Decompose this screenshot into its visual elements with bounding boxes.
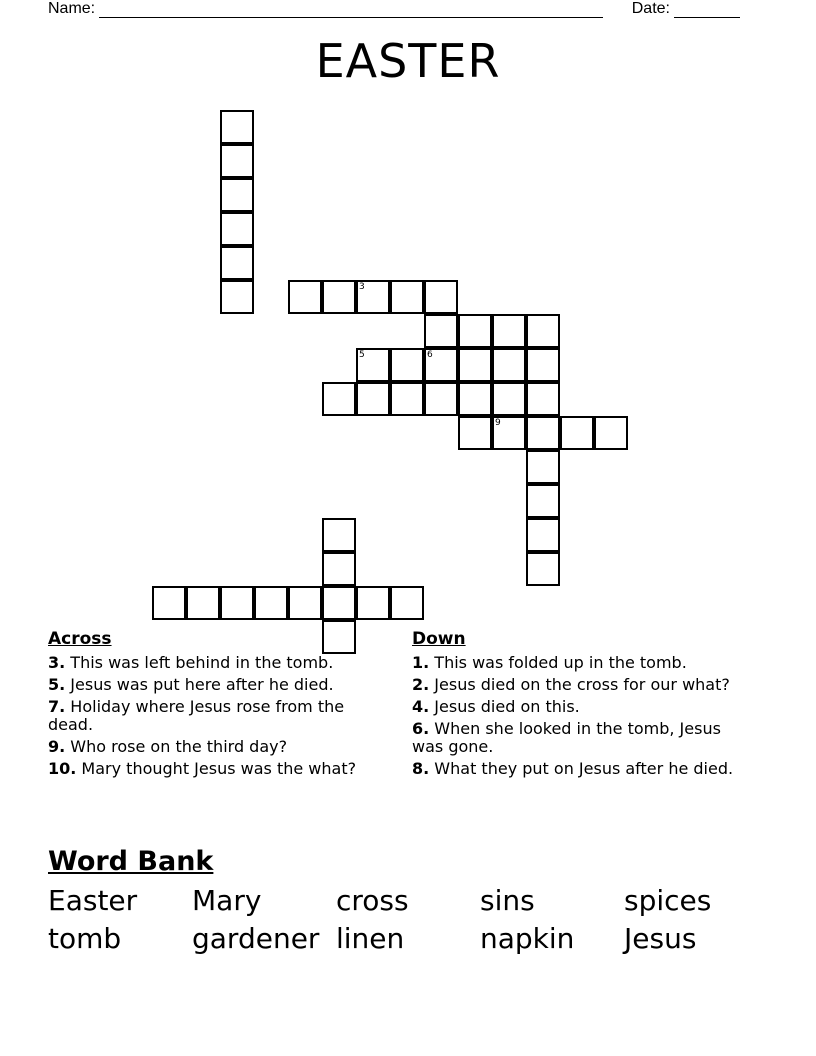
grid-cell[interactable] <box>492 416 526 450</box>
clue-number: 10. <box>48 759 77 778</box>
grid-cell[interactable] <box>322 552 356 586</box>
grid-cell[interactable] <box>220 246 254 280</box>
clue-number: 8. <box>412 759 430 778</box>
grid-cell[interactable] <box>526 382 560 416</box>
word-bank-item: napkin <box>480 922 575 955</box>
grid-cell[interactable] <box>288 280 322 314</box>
grid-cell[interactable] <box>322 382 356 416</box>
grid-cell[interactable] <box>594 416 628 450</box>
grid-cell[interactable] <box>220 144 254 178</box>
grid-cell[interactable] <box>492 382 526 416</box>
grid-cell[interactable] <box>220 110 254 144</box>
down-clue <box>412 676 757 694</box>
clue-number: 9. <box>48 737 66 756</box>
grid-cell[interactable] <box>526 484 560 518</box>
across-clue <box>48 676 393 694</box>
word-bank-item: linen <box>336 922 405 955</box>
clue-number: 4. <box>412 697 430 716</box>
grid-cell[interactable] <box>186 586 220 620</box>
word-bank-item: spices <box>624 884 712 917</box>
word-bank-item: gardener <box>192 922 320 955</box>
grid-cell[interactable] <box>424 348 458 382</box>
name-label: Name: <box>48 0 96 17</box>
across-clues <box>48 630 393 782</box>
grid-cell[interactable] <box>458 382 492 416</box>
grid-cell[interactable] <box>390 280 424 314</box>
down-clue <box>412 760 757 778</box>
grid-cell[interactable] <box>220 280 254 314</box>
clue-number: 5 <box>359 350 365 360</box>
clue-text: Jesus died on the cross for our what? <box>429 675 730 694</box>
word-bank-item: Easter <box>48 884 138 917</box>
clue-number: 3. <box>48 653 66 672</box>
across-clue <box>48 654 393 672</box>
clue-number: 3 <box>359 282 365 292</box>
down-clue <box>412 698 757 716</box>
word-bank-item: sins <box>480 884 535 917</box>
clue-number: 6 <box>427 350 433 360</box>
clue-number: 2. <box>412 675 430 694</box>
word-bank-item: Jesus <box>624 922 697 955</box>
date-label: Date: <box>631 0 670 17</box>
grid-cell[interactable] <box>220 586 254 620</box>
grid-cell[interactable] <box>390 382 424 416</box>
down-clue <box>412 720 757 756</box>
clue-text: Jesus died on this. <box>429 697 580 716</box>
grid-cell[interactable] <box>390 586 424 620</box>
grid-cell[interactable] <box>424 382 458 416</box>
grid-cell[interactable] <box>356 280 390 314</box>
grid-cell[interactable] <box>322 586 356 620</box>
clue-text: Jesus was put here after he died. <box>65 675 334 694</box>
grid-cell[interactable] <box>458 348 492 382</box>
grid-cell[interactable] <box>526 416 560 450</box>
clue-text: When she looked in the tomb, Jesus was gone. <box>412 719 721 756</box>
page-title: EASTER <box>315 34 501 88</box>
grid-cell[interactable] <box>526 314 560 348</box>
across-clue <box>48 760 393 778</box>
down-heading: Down <box>412 629 466 649</box>
grid-cell[interactable] <box>356 382 390 416</box>
grid-cell[interactable] <box>220 178 254 212</box>
grid-cell[interactable] <box>526 518 560 552</box>
clue-number: 7. <box>48 697 66 716</box>
grid-cell[interactable] <box>390 348 424 382</box>
grid-cell[interactable] <box>458 416 492 450</box>
grid-cell[interactable] <box>458 314 492 348</box>
down-clue <box>412 654 757 672</box>
clue-number: 5. <box>48 675 66 694</box>
clue-text: This was folded up in the tomb. <box>429 653 687 672</box>
grid-cell[interactable] <box>356 348 390 382</box>
grid-cell[interactable] <box>152 586 186 620</box>
clue-text: Holiday where Jesus rose from the dead. <box>48 697 345 734</box>
down-clues <box>412 630 757 782</box>
clue-number: 9 <box>495 418 501 428</box>
across-clue <box>48 698 393 734</box>
grid-cell[interactable] <box>322 280 356 314</box>
clue-text: Who rose on the third day? <box>65 737 288 756</box>
word-bank-title: Word Bank <box>48 846 214 877</box>
grid-cell[interactable] <box>254 586 288 620</box>
grid-cell[interactable] <box>492 314 526 348</box>
word-bank <box>48 882 768 958</box>
grid-cell[interactable] <box>424 280 458 314</box>
clue-number: 1. <box>412 653 430 672</box>
grid-cell[interactable] <box>492 348 526 382</box>
clue-text: Mary thought Jesus was the what? <box>76 759 357 778</box>
grid-cell[interactable] <box>322 518 356 552</box>
grid-cell[interactable] <box>560 416 594 450</box>
word-bank-item: cross <box>336 884 409 917</box>
across-clue <box>48 738 393 756</box>
clue-number: 6. <box>412 719 430 738</box>
grid-cell[interactable] <box>526 450 560 484</box>
grid-cell[interactable] <box>356 586 390 620</box>
across-heading: Across <box>48 629 112 649</box>
grid-cell[interactable] <box>424 314 458 348</box>
clue-text: This was left behind in the tomb. <box>65 653 334 672</box>
grid-cell[interactable] <box>220 212 254 246</box>
word-bank-item: Mary <box>192 884 262 917</box>
clue-text: What they put on Jesus after he died. <box>429 759 734 778</box>
word-bank-item: tomb <box>48 922 122 955</box>
grid-cell[interactable] <box>288 586 322 620</box>
grid-cell[interactable] <box>526 552 560 586</box>
grid-cell[interactable] <box>526 348 560 382</box>
